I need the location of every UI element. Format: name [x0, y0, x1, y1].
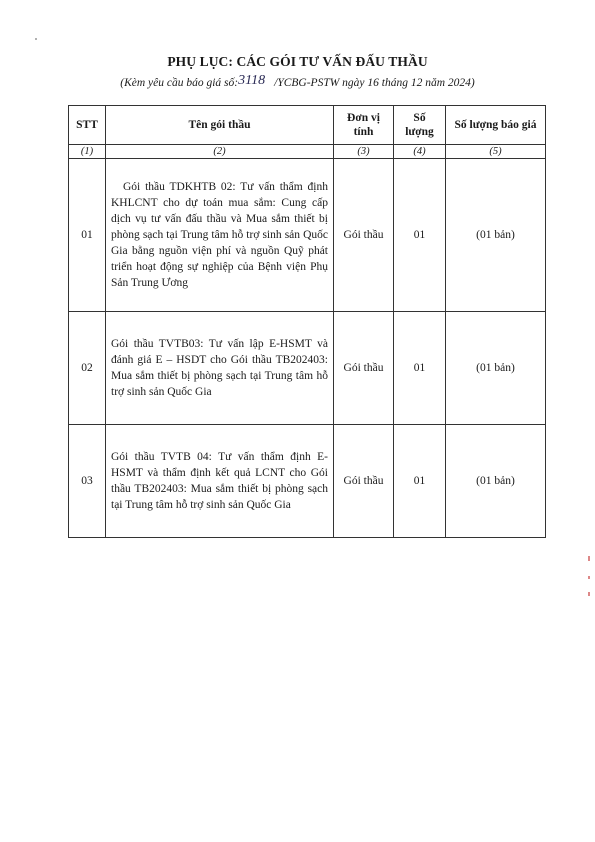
header-unit: Đơn vị tính: [334, 106, 394, 145]
row-qty: 01: [394, 159, 446, 312]
row-qty: 01: [394, 425, 446, 538]
row-unit: Gói thầu: [334, 159, 394, 312]
subtitle-suffix: /YCBG-PSTW ngày 16 tháng 12 năm 2024): [274, 77, 475, 89]
row-quote-qty: (01 bản): [446, 312, 546, 425]
header-name: Tên gói thầu: [106, 106, 334, 145]
table-row: [69, 159, 546, 312]
row-name: Gói thầu TDKHTB 02: Tư vấn thẩm định KHLCNT cho dự toán mua sắm: Cung cấp dịch vụ tư vấn đấu thầu và Mua sắm thiết bị phòng sạch tại Trung tâm hỗ trợ sinh sản Quốc Gia bằng nguồn viện phí và nguồn Quỹ phát triển hoạt động sự nghiệp của Bệnh viện Phụ Sản Trung Ương: [106, 159, 334, 312]
row-name: Gói thầu TVTB 04: Tư vấn thẩm định E-HSMT và thẩm định kết quả LCNT cho Gói thầu TB202403: Mua sắm thiết bị phòng sạch tại Trung tâm hỗ trợ sinh sản Quốc Gia: [106, 425, 334, 538]
row-unit: Gói thầu: [334, 312, 394, 425]
packages-table: [68, 105, 546, 538]
row-name: Gói thầu TVTB03: Tư vấn lập E-HSMT và đánh giá E – HSDT cho Gói thầu TB202403: Mua sắm thiết bị phòng sạch tại Trung tâm hỗ trợ sinh sản Quốc Gia: [106, 312, 334, 425]
subtitle-prefix: (Kèm yêu cầu báo giá số:: [120, 77, 239, 89]
row-stt: 03: [69, 425, 106, 538]
table-row: [69, 312, 546, 425]
scan-speck: [588, 556, 590, 561]
row-quote-qty: (01 bản): [446, 159, 546, 312]
header-qty: Số lượng: [394, 106, 446, 145]
row-stt: 02: [69, 312, 106, 425]
header-row: [69, 106, 546, 145]
row-unit: Gói thầu: [334, 425, 394, 538]
scan-speck: [588, 592, 590, 596]
scan-speck: [588, 576, 590, 579]
row-qty: 01: [394, 312, 446, 425]
index-cell: (4): [394, 145, 446, 159]
index-cell: (3): [334, 145, 394, 159]
index-cell: (5): [446, 145, 546, 159]
index-row: [69, 145, 546, 159]
header-stt: STT: [69, 106, 106, 145]
scan-speck: [35, 38, 37, 40]
index-cell: (2): [106, 145, 334, 159]
handwritten-number: 3118: [238, 73, 266, 88]
page-title: PHỤ LỤC: CÁC GÓI TƯ VẤN ĐẤU THẦU: [167, 54, 428, 69]
table-row: [69, 425, 546, 538]
row-quote-qty: (01 bản): [446, 425, 546, 538]
row-stt: 01: [69, 159, 106, 312]
page-subtitle: [0, 75, 595, 91]
header-quote-qty: Số lượng báo giá: [446, 106, 546, 145]
index-cell: (1): [69, 145, 106, 159]
